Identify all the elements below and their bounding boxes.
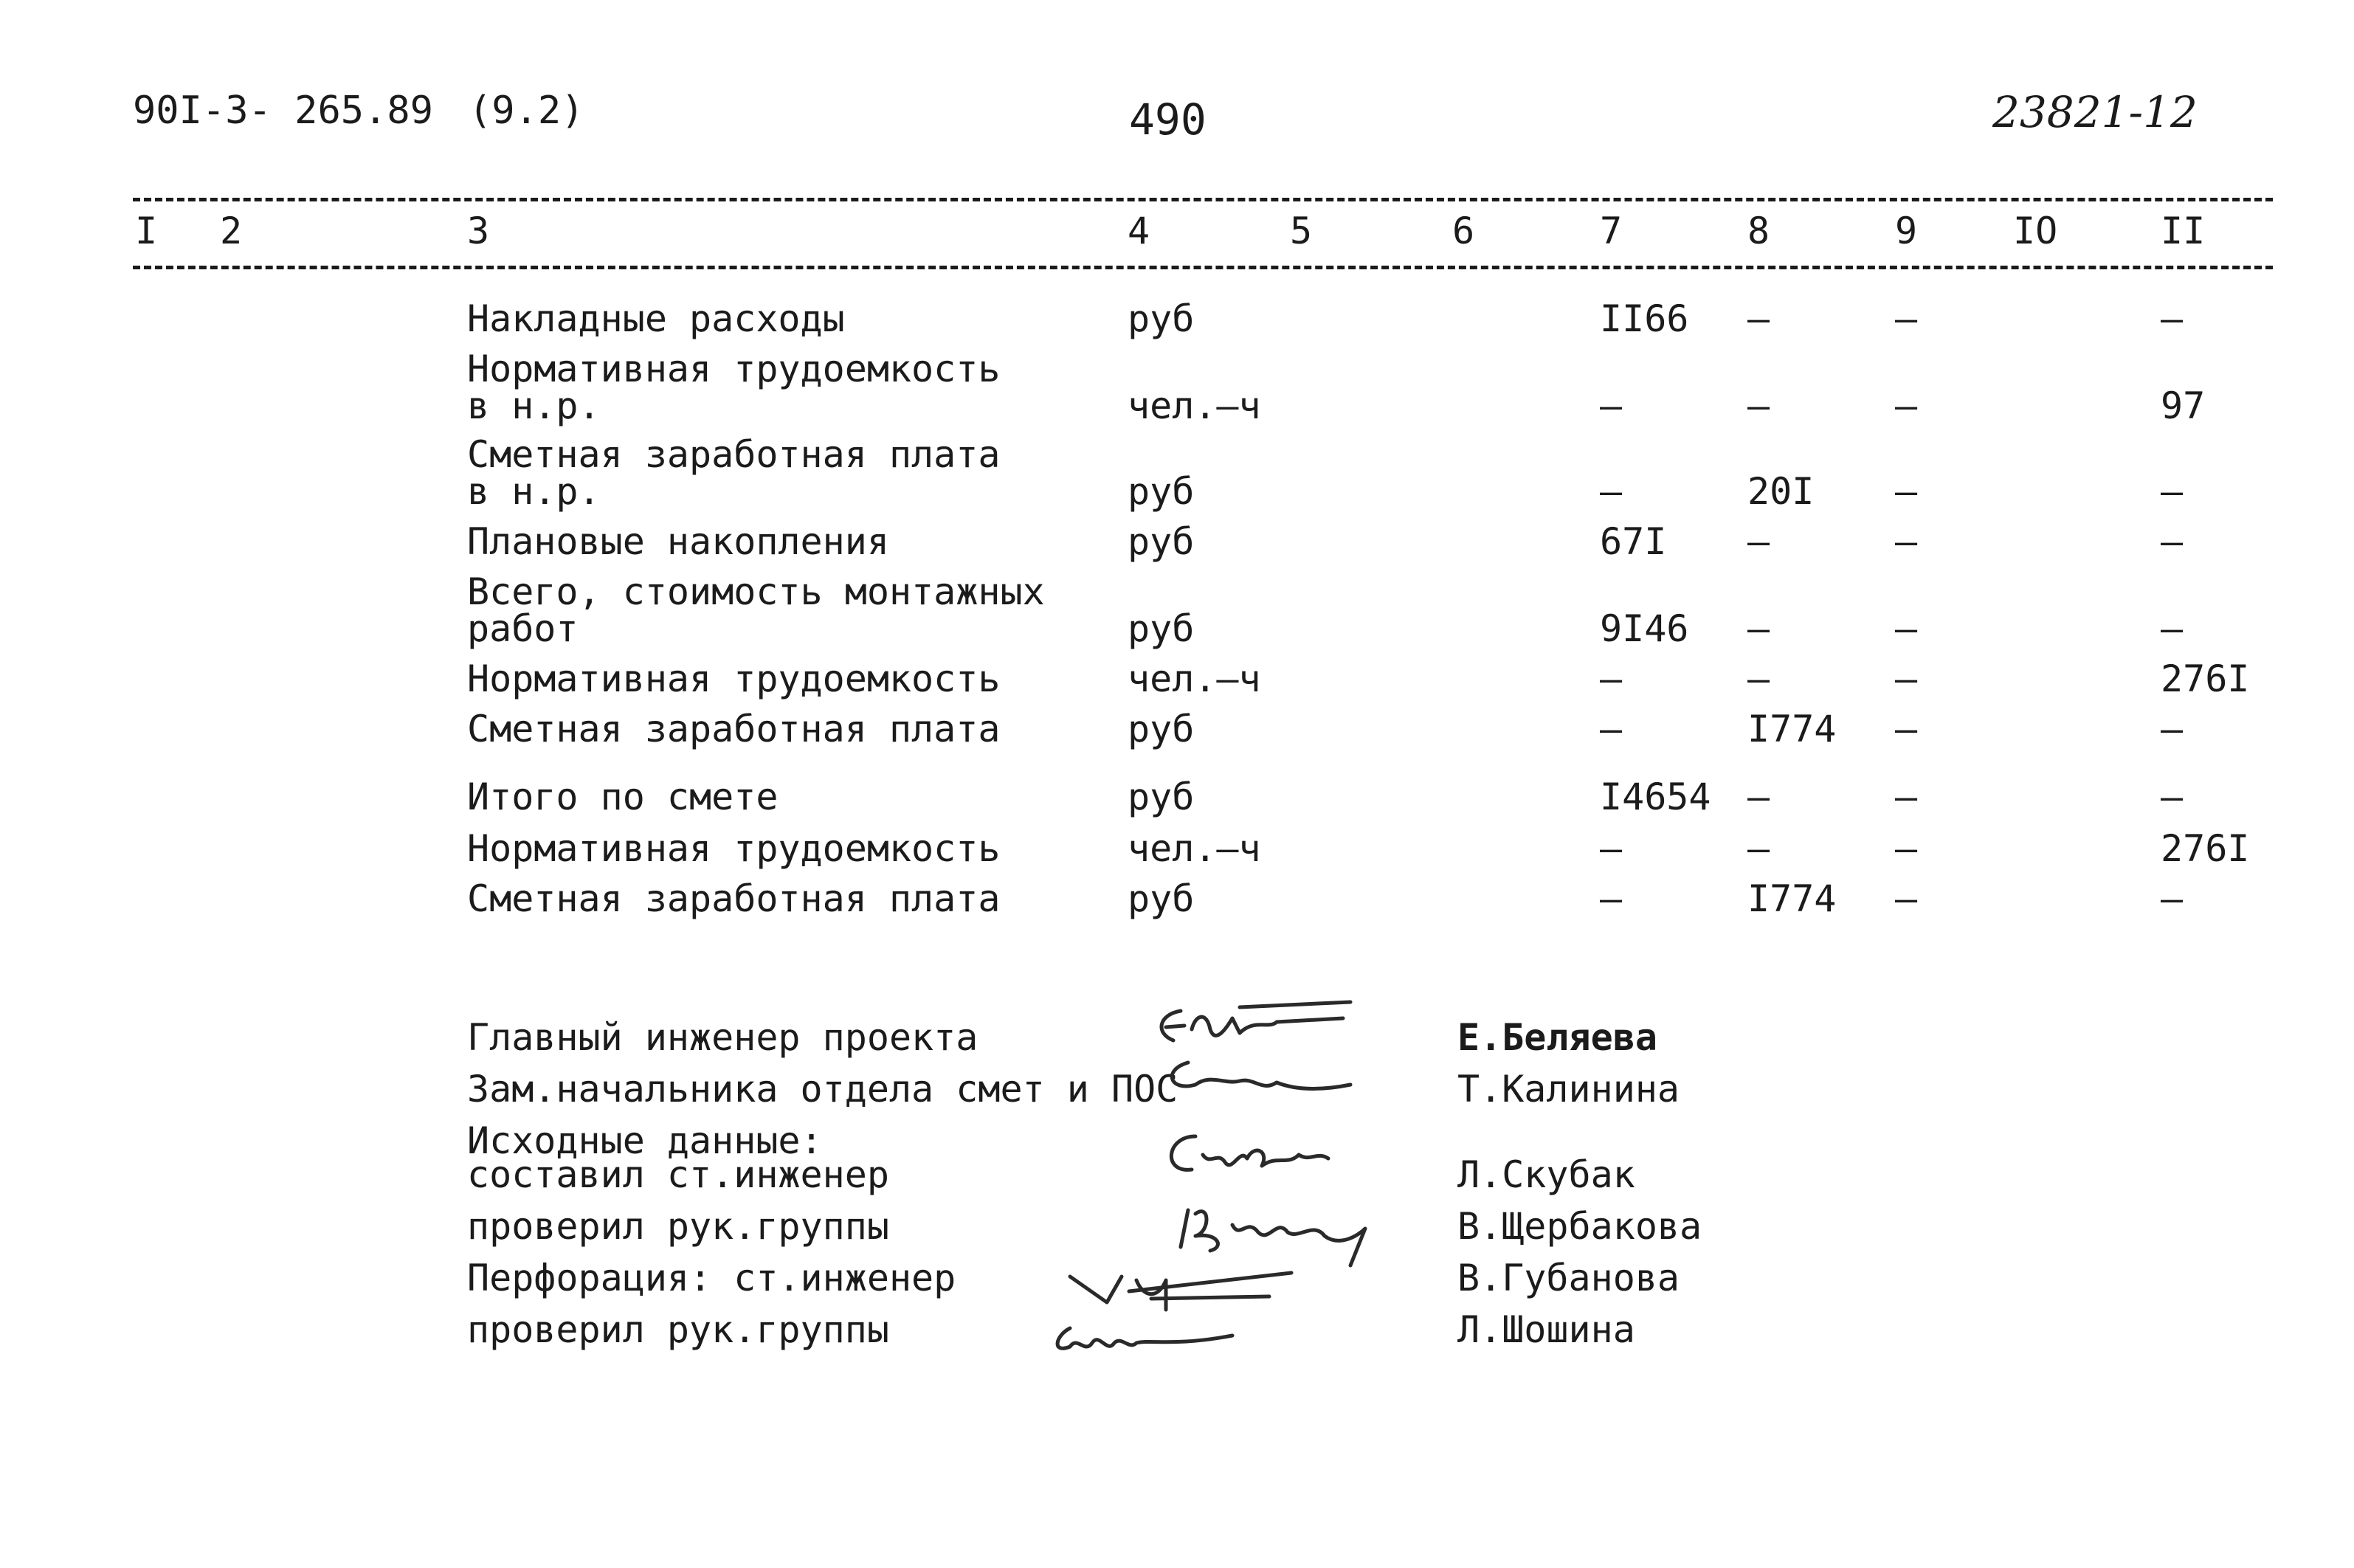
- cell-col9: –: [1895, 827, 1918, 870]
- column-header: II: [2161, 210, 2206, 252]
- row-unit: руб: [1128, 877, 1195, 920]
- signature-skubak: [1159, 1122, 1365, 1188]
- column-header: 8: [1747, 210, 1770, 252]
- cell-col7: –: [1600, 384, 1623, 427]
- cell-col7: I4654: [1600, 776, 1711, 818]
- cell-col11: 97: [2161, 384, 2206, 427]
- cell-col8: –: [1747, 657, 1770, 700]
- signatory-role-continuation: составил ст.инженер: [467, 1153, 889, 1196]
- signatory-name: В.Губанова: [1457, 1257, 1680, 1299]
- document-code: 90I-3- 265.89: [133, 89, 433, 133]
- signatory-role: проверил рук.группы: [467, 1308, 889, 1351]
- cell-col9: –: [1895, 708, 1918, 750]
- cell-col8: I774: [1747, 708, 1837, 750]
- row-label-continuation: работ: [467, 607, 579, 650]
- row-unit: руб: [1128, 607, 1195, 650]
- cell-col11: –: [2161, 607, 2184, 650]
- signatory-name: Л.Шошина: [1457, 1308, 1635, 1351]
- row-label: Сметная заработная плата: [467, 433, 1001, 476]
- row-label: Плановые накопления: [467, 520, 889, 563]
- column-header: IO: [2013, 210, 2058, 252]
- row-label: Итого по смете: [467, 776, 779, 818]
- cell-col11: –: [2161, 520, 2184, 563]
- cell-col11: 276I: [2161, 657, 2250, 700]
- row-label: Нормативная трудоемкость: [467, 657, 1001, 700]
- column-header: 7: [1600, 210, 1623, 252]
- row-unit: чел.–ч: [1128, 827, 1261, 870]
- row-unit: руб: [1128, 470, 1195, 513]
- cell-col11: –: [2161, 297, 2184, 340]
- row-label: Накладные расходы: [467, 297, 845, 340]
- column-header: 5: [1290, 210, 1313, 252]
- column-header: 6: [1452, 210, 1475, 252]
- row-label: Нормативная трудоемкость: [467, 827, 1001, 870]
- row-unit: руб: [1128, 708, 1195, 750]
- signature-belyaeva: [1151, 989, 1358, 1055]
- column-header: 2: [220, 210, 243, 252]
- row-label: Сметная заработная плата: [467, 877, 1001, 920]
- page-number: 490: [1129, 94, 1207, 145]
- cell-col8: –: [1747, 384, 1770, 427]
- cell-col8: –: [1747, 520, 1770, 563]
- cell-col11: 276I: [2161, 827, 2250, 870]
- row-unit: руб: [1128, 520, 1195, 563]
- row-label: Нормативная трудоемкость: [467, 348, 1001, 390]
- row-unit: чел.–ч: [1128, 657, 1261, 700]
- signatory-role: Главный инженер проекта: [467, 1016, 978, 1059]
- cell-col7: 9I46: [1600, 607, 1689, 650]
- row-label-continuation: в н.р.: [467, 470, 601, 513]
- signatory-role: проверил рук.группы: [467, 1205, 889, 1248]
- row-unit: чел.–ч: [1128, 384, 1261, 427]
- cell-col9: –: [1895, 520, 1918, 563]
- signatory-role: Зам.начальника отдела смет и ПОС: [467, 1068, 1178, 1111]
- cell-col11: –: [2161, 708, 2184, 750]
- cell-col7: –: [1600, 708, 1623, 750]
- cell-col9: –: [1895, 470, 1918, 513]
- cell-col8: –: [1747, 827, 1770, 870]
- row-unit: руб: [1128, 297, 1195, 340]
- signatory-role: Перфорация: ст.инженер: [467, 1257, 956, 1299]
- section-number: (9.2): [469, 89, 584, 133]
- signature-kalinina: [1159, 1051, 1365, 1103]
- cell-col11: –: [2161, 470, 2184, 513]
- cell-col9: –: [1895, 607, 1918, 650]
- cell-col9: –: [1895, 657, 1918, 700]
- column-header: 9: [1895, 210, 1918, 252]
- row-label-continuation: в н.р.: [467, 384, 601, 427]
- cell-col9: –: [1895, 384, 1918, 427]
- signature-gubanova: [1063, 1258, 1306, 1317]
- cell-col8: –: [1747, 607, 1770, 650]
- cell-col9: –: [1895, 776, 1918, 818]
- signatory-name: Е.Беляева: [1457, 1016, 1657, 1059]
- cell-col8: –: [1747, 297, 1770, 340]
- signatory-name: Т.Калинина: [1457, 1068, 1680, 1111]
- cell-col7: 67I: [1600, 520, 1667, 563]
- cell-col9: –: [1895, 877, 1918, 920]
- row-label: Всего, стоимость монтажных: [467, 570, 1045, 613]
- column-header: 4: [1128, 210, 1150, 252]
- cell-col8: 20I: [1747, 470, 1815, 513]
- header-top-rule: [133, 198, 2273, 201]
- cell-col7: –: [1600, 470, 1623, 513]
- signatory-name: В.Щербакова: [1457, 1205, 1702, 1248]
- cell-col7: –: [1600, 877, 1623, 920]
- signature-shoshina: [1048, 1313, 1254, 1365]
- cell-col7: II66: [1600, 297, 1689, 340]
- header-bottom-rule: [133, 266, 2273, 269]
- column-header: 3: [467, 210, 490, 252]
- signatory-name: Л.Скубак: [1457, 1153, 1635, 1196]
- row-unit: руб: [1128, 776, 1195, 818]
- signatory-role: Исходные данные:: [467, 1119, 823, 1162]
- cell-col11: –: [2161, 776, 2184, 818]
- cell-col9: –: [1895, 297, 1918, 340]
- cell-col8: –: [1747, 776, 1770, 818]
- row-label: Сметная заработная плата: [467, 708, 1001, 750]
- column-header: I: [135, 210, 158, 252]
- cell-col7: –: [1600, 827, 1623, 870]
- cell-col11: –: [2161, 877, 2184, 920]
- inventory-number: 23821-12: [1992, 87, 2198, 137]
- cell-col8: I774: [1747, 877, 1837, 920]
- cell-col7: –: [1600, 657, 1623, 700]
